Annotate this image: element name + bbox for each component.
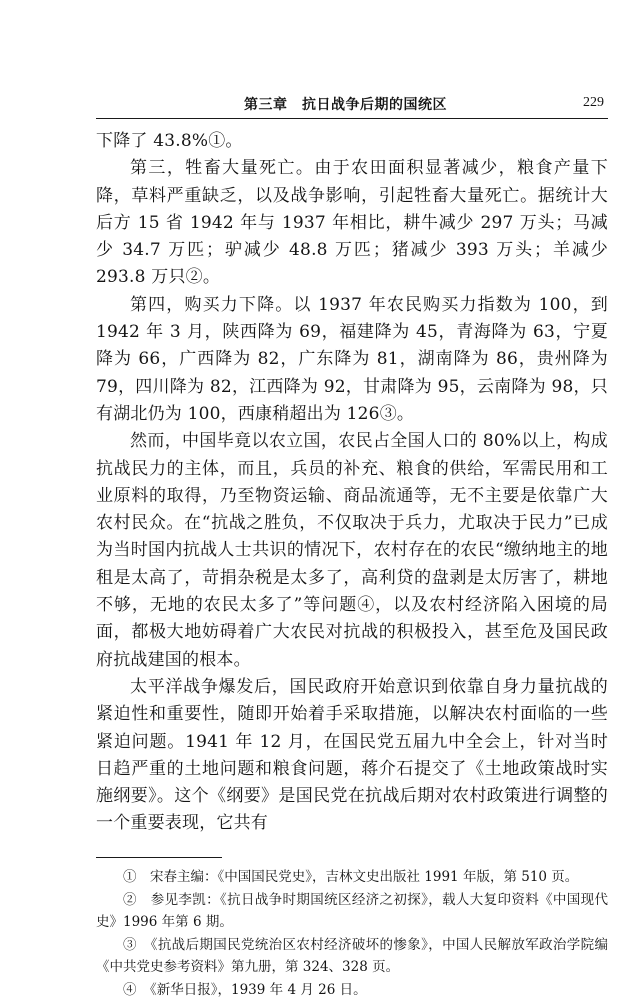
footnote-1: ① 宋春主编：《中国国民党史》，吉林文史出版社 1991 年版，第 510 页。 [96,866,608,889]
paragraph-livestock: 第三，牲畜大量死亡。由于农田面积显著减少，粮食产量下降，草料严重缺乏，以及战争影响，引起牲畜大量死亡。据统计大后方 15 省 1942 年与 1937 年相比，耕牛减少 297 万头；马减少 34.7 万匹；驴减少 48.8 万匹；猪减少 393 万头；羊减少 293.8 万只②。 [96,155,608,291]
page-number: 229 [583,95,604,111]
paragraph-purchasing-power: 第四，购买力下降。以 1937 年农民购买力指数为 100，到 1942 年 3 月，陕西降为 69，福建降为 45，青海降为 63，宁夏降为 66，广西降为 82，广东降为 81，湖南降为 86，贵州降为 79，四川降为 82，江西降为 92，甘肃降为 95，云南降为 98，只有湖北仍为 100，西康稍超出为 126③。 [96,292,608,428]
footnote-3: ③ 《抗战后期国民党统治区农村经济破坏的惨象》，中国人民解放军政治学院编《中共党史参考资料》第九册，第 324、328 页。 [96,934,608,979]
paragraph-rural-importance: 然而，中国毕竟以农立国，农民占全国人口的 80%以上，构成抗战民力的主体，而且，兵员的补充、粮食的供给，军需民用和工业原料的取得，乃至物资运输、商品流通等，无不主要是依靠广大农村民众。在“抗战之胜负，不仅取决于兵力，尤取决于民力”已成为当时国内抗战人士共识的情况下，农村存在的农民“缴纳地主的地租是太高了，苛捐杂税是太多了，高利贷的盘剥是太厉害了，耕地不够，无地的农民太多了”等问题④，以及农村经济陷入困境的局面，都极大地妨碍着广大农民对抗战的积极投入，甚至危及国民政府抗战建国的根本。 [96,428,608,674]
body-text [96,128,608,838]
running-header [96,92,608,119]
paragraph-pacific-war: 太平洋战争爆发后，国民政府开始意识到依靠自身力量抗战的紧迫性和重要性，随即开始着手采取措施，以解决农村面临的一些紧迫问题。1941 年 12 月，在国民党五届九中全会上，针对当时日趋严重的土地问题和粮食问题，蒋介石提交了《土地政策战时实施纲要》。这个《纲要》是国民党在抗战后期对农村政策进行调整的一个重要表现，它共有 [96,674,608,838]
paragraph-continuation: 下降了 43.8%①。 [96,128,608,155]
chapter-title: 第三章 抗日战争后期的国统区 [244,94,447,114]
footnote-4: ④ 《新华日报》，1939 年 4 月 26 日。 [96,979,608,1001]
footnote-divider [96,857,222,858]
footnote-2: ② 参见李凯：《抗日战争时期国统区经济之初探》，载人大复印资料《中国现代史》1996 年第 6 期。 [96,889,608,934]
footnotes [96,866,608,1001]
